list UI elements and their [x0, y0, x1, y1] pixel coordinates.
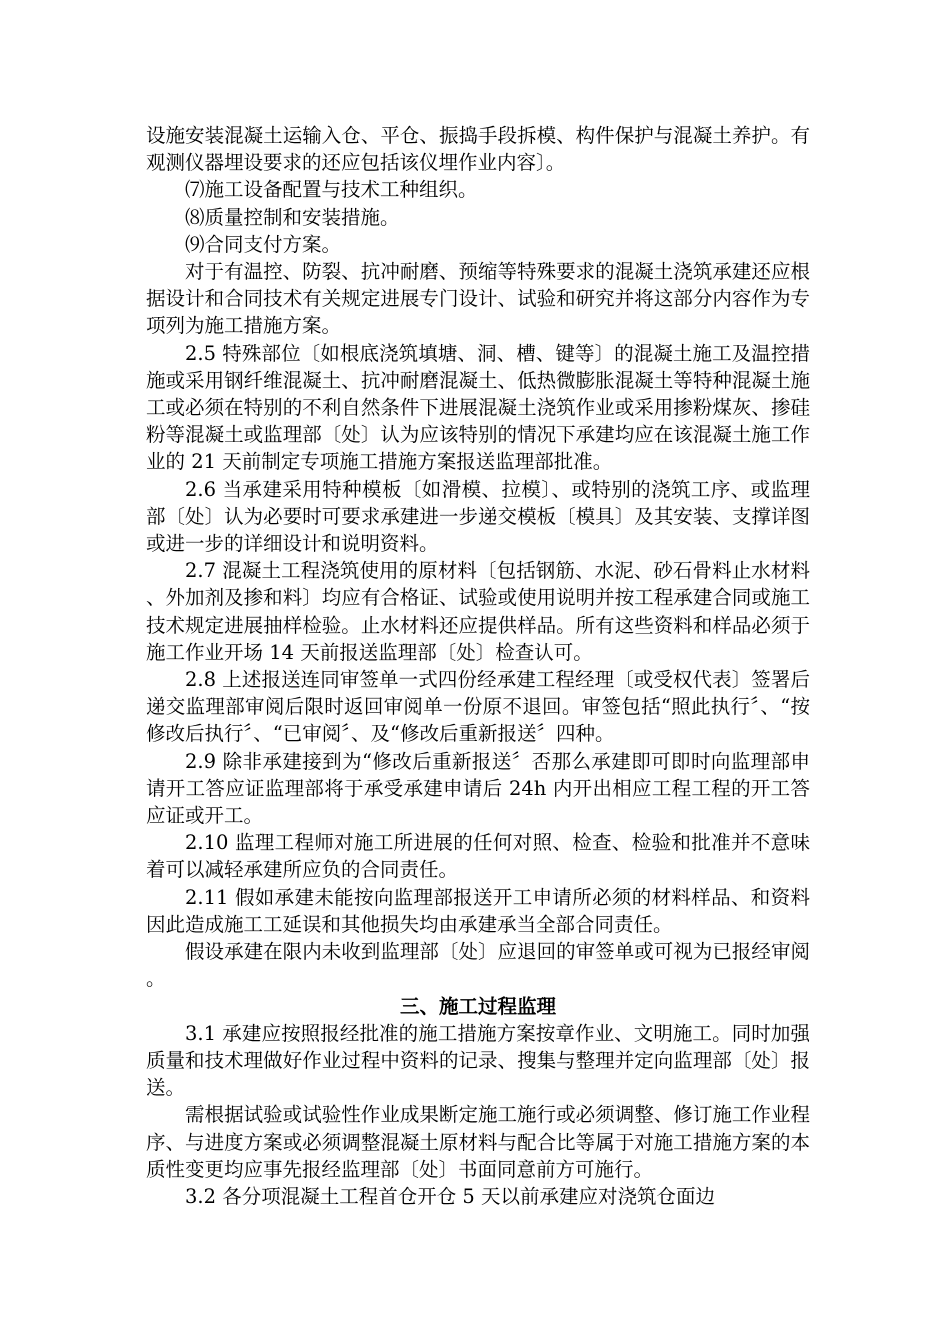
paragraph: 3.1 承建应按照报经批准的施工措施方案按章作业、文明施工。同时加强质量和技术理做好作业过程中资料的记录、搜集与整理并定向监理部〔处〕报送。: [146, 1021, 810, 1100]
paragraph: ⑼合同支付方案。: [185, 232, 342, 256]
paragraph: 2.11 假如承建未能按向监理部报送开工申请所必须的材料样品、和资料因此造成施工工延误和其他损失均由承建承当全部合同责任。: [146, 885, 810, 936]
paragraph: 3.2 各分项混凝土工程首仓开仓 5 天以前承建应对浇筑仓面边: [185, 1184, 716, 1208]
paragraph: ⑺施工设备配置与技术工种组织。: [185, 178, 478, 202]
paragraph: 2.7 混凝土工程浇筑使用的原材料〔包括钢筋、水泥、砂石骨料止水材料、外加剂及掺和料〕均应有合格证、试验或使用说明并按工程承建合同或施工技术规定进展抽样检验。止水材料还应提供样品。所有这些资料和样品必须于施工作业开场 14 天前报送监理部〔处〕检查认可。: [146, 559, 810, 664]
paragraph: 假设承建在限内未收到监理部〔处〕应退回的审签单或可视为已报经审阅。: [146, 940, 810, 991]
paragraph: 2.5 特殊部位〔如根底浇筑填塘、洞、槽、键等〕的混凝土施工及温控措施或采用钢纤维混凝土、抗冲耐磨混凝土、低热微膨胀混凝土等特种混凝土施工或必须在特别的不利自然条件下进展混凝土浇筑作业或采用掺粉煤灰、掺硅粉等混凝土或监理部〔处〕认为应该特别的情况下承建均应在该混凝土施工作业的 21 天前制定专项施工措施方案报送监理部批准。: [146, 341, 810, 474]
paragraph: 对于有温控、防裂、抗冲耐磨、预缩等特殊要求的混凝土浇筑承建还应根据设计和合同技术有关规定进展专门设计、试验和研究并将这部分内容作为专项列为施工措施方案。: [146, 260, 810, 338]
paragraph: ⑻质量控制和安装措施。: [185, 205, 400, 229]
paragraph: 2.10 监理工程师对施工所进展的任何对照、检查、检验和批准并不意味着可以减轻承建所应负的合同责任。: [146, 831, 810, 882]
paragraph: 2.8 上述报送连同审签单一式四份经承建工程经理〔或受权代表〕签署后递交监理部审阅后限时返回审阅单一份原不退回。审签包括“照此执行〞、“按修改后执行〞、“已审阅〞、及“修改后重新报送〞四种。: [146, 668, 810, 746]
paragraph: 设施安装混凝土运输入仓、平仓、振捣手段拆模、构件保护与混凝土养护。有观测仪器埋设要求的还应包括该仪埋作业内容〕。: [146, 124, 810, 175]
paragraph: 2.9 除非承建接到为“修改后重新报送〞否那么承建即可即时向监理部申请开工答应证监理部将于承受承建申请后 24h 内开出相应工程工程的开工答应证或开工。: [146, 749, 810, 828]
section-heading: 三、施工过程监理: [399, 994, 556, 1018]
paragraph: 需根据试验或试验性作业成果断定施工施行或必须调整、修订施工作业程序、与进度方案或必须调整混凝土原材料与配合比等属于对施工措施方案的本质性变更均应事先报经监理部〔处〕书面同意前方可施行。: [146, 1103, 810, 1181]
paragraph: 2.6 当承建采用特种模板〔如滑模、拉模〕、或特别的浇筑工序、或监理部〔处〕认为必要时可要求承建进一步递交模板〔模具〕及其安装、支撑详图或进一步的详细设计和说明资料。: [146, 477, 810, 556]
document-body: [146, 122, 810, 1210]
